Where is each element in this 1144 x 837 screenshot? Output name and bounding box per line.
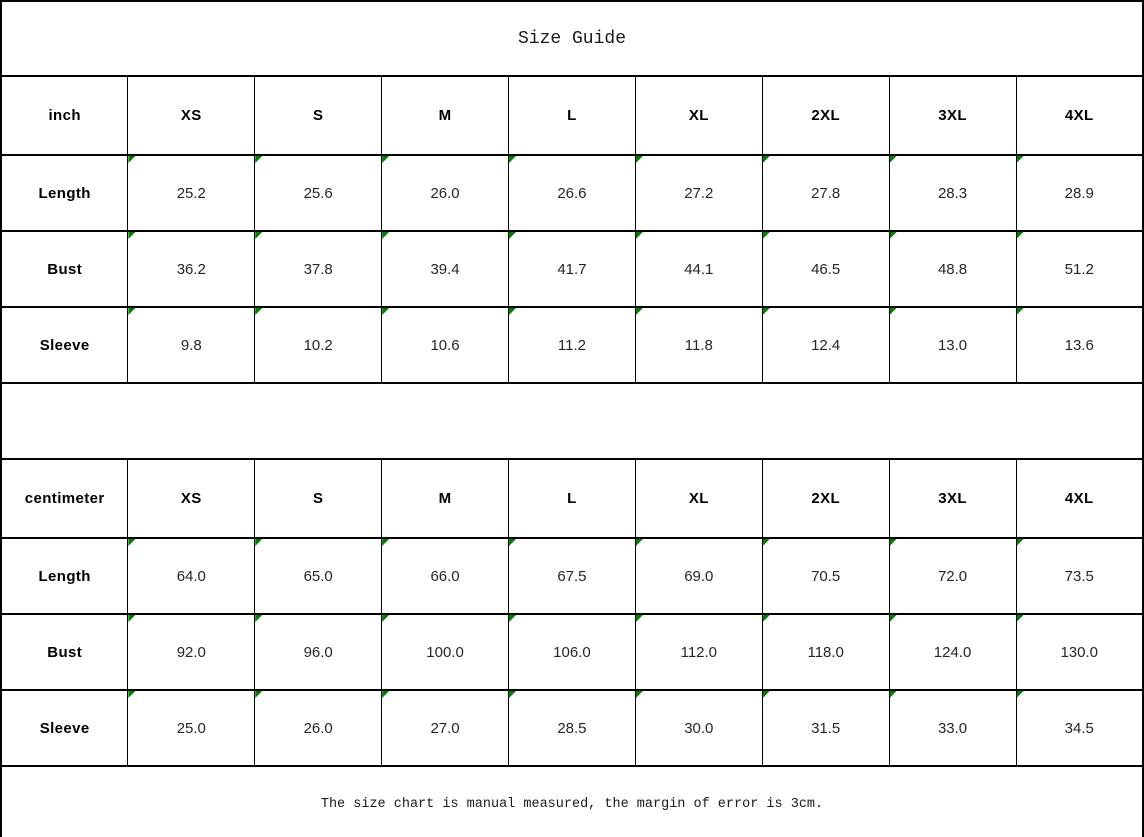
size-value-cell (128, 538, 255, 614)
cell-value: 25.2 (176, 184, 206, 202)
size-value-cell (382, 307, 509, 383)
unit-header-centimeter: centimeter (1, 459, 128, 538)
size-header-s: S (255, 76, 382, 155)
corner-marker-icon (128, 615, 135, 622)
size-value-cell (889, 614, 1016, 690)
corner-marker-icon (382, 691, 389, 698)
cell-value: 28.9 (1064, 184, 1094, 202)
size-value-cell (889, 538, 1016, 614)
corner-marker-icon (509, 691, 516, 698)
corner-marker-icon (636, 539, 643, 546)
cell-value: 96.0 (303, 643, 333, 661)
row-label-length: Length (1, 155, 128, 231)
corner-marker-icon (1017, 615, 1024, 622)
size-value-cell (509, 690, 636, 766)
corner-marker-icon (382, 539, 389, 546)
cell-value: 46.5 (811, 260, 841, 278)
corner-marker-icon (382, 308, 389, 315)
size-value-cell (635, 690, 762, 766)
corner-marker-icon (255, 539, 262, 546)
cell-value: 25.0 (176, 719, 206, 737)
cell-value: 11.8 (684, 336, 713, 354)
size-value-cell (509, 155, 636, 231)
cell-value: 11.2 (557, 336, 586, 354)
cell-value: 66.0 (430, 567, 460, 585)
corner-marker-icon (890, 539, 897, 546)
corner-marker-icon (636, 615, 643, 622)
cell-value: 34.5 (1064, 719, 1094, 737)
size-value-cell (889, 690, 1016, 766)
inch-length-row (1, 155, 1143, 231)
cell-value: 100.0 (426, 643, 464, 661)
corner-marker-icon (509, 156, 516, 163)
corner-marker-icon (763, 539, 770, 546)
cell-value: 112.0 (680, 643, 718, 661)
cell-value: 37.8 (303, 260, 333, 278)
footer-note: The size chart is manual measured, the margin of error is 3cm. (1, 766, 1143, 837)
corner-marker-icon (509, 232, 516, 239)
row-label-bust: Bust (1, 614, 128, 690)
size-value-cell (128, 231, 255, 307)
corner-marker-icon (1017, 156, 1024, 163)
corner-marker-icon (255, 156, 262, 163)
size-value-cell (762, 231, 889, 307)
corner-marker-icon (255, 308, 262, 315)
corner-marker-icon (890, 615, 897, 622)
cell-value: 130.0 (1060, 643, 1099, 661)
spacer-cell (1, 383, 1143, 459)
page-title: Size Guide (1, 1, 1143, 76)
size-value-cell (509, 538, 636, 614)
cell-value: 106.0 (553, 643, 591, 661)
size-header-3xl: 3XL (889, 76, 1016, 155)
corner-marker-icon (128, 691, 135, 698)
cell-value: 27.8 (811, 184, 841, 202)
size-value-cell (889, 231, 1016, 307)
corner-marker-icon (128, 308, 135, 315)
size-value-cell (255, 690, 382, 766)
cell-value: 64.0 (176, 567, 206, 585)
size-value-cell (128, 307, 255, 383)
cell-value: 33.0 (937, 719, 968, 737)
cell-value: 9.8 (180, 336, 202, 354)
cell-value: 13.6 (1064, 336, 1094, 354)
cell-value: 69.0 (684, 567, 714, 585)
cell-value: 31.5 (811, 719, 841, 737)
size-value-cell (635, 307, 762, 383)
cell-value: 12.4 (811, 336, 841, 354)
corner-marker-icon (509, 308, 516, 315)
size-value-cell (1016, 307, 1143, 383)
centimeter-sleeve-row (1, 690, 1143, 766)
cell-value: 48.8 (937, 260, 968, 278)
corner-marker-icon (382, 615, 389, 622)
size-header-xs: XS (128, 459, 255, 538)
corner-marker-icon (763, 691, 770, 698)
size-value-cell (762, 614, 889, 690)
cell-value: 26.0 (430, 184, 460, 202)
cell-value: 44.1 (684, 260, 714, 278)
size-value-cell (635, 538, 762, 614)
cell-value: 10.6 (430, 336, 460, 354)
size-value-cell (255, 155, 382, 231)
size-header-s: S (255, 459, 382, 538)
size-value-cell (509, 614, 636, 690)
centimeter-length-row (1, 538, 1143, 614)
corner-marker-icon (763, 615, 770, 622)
size-value-cell (762, 307, 889, 383)
corner-marker-icon (1017, 308, 1024, 315)
inch-header-row (1, 76, 1143, 155)
cell-value: 28.5 (557, 719, 587, 737)
corner-marker-icon (636, 691, 643, 698)
cell-value: 27.2 (684, 184, 714, 202)
size-value-cell (382, 614, 509, 690)
size-header-xl: XL (635, 76, 762, 155)
corner-marker-icon (382, 156, 389, 163)
cell-value: 70.5 (811, 567, 841, 585)
unit-header-inch: inch (1, 76, 128, 155)
spacer-row (1, 383, 1143, 459)
cell-value: 36.2 (176, 260, 206, 278)
size-header-3xl: 3XL (889, 459, 1016, 538)
row-label-length: Length (1, 538, 128, 614)
corner-marker-icon (636, 308, 643, 315)
size-value-cell (635, 231, 762, 307)
size-value-cell (762, 155, 889, 231)
size-value-cell (382, 690, 509, 766)
cell-value: 67.5 (557, 567, 587, 585)
size-value-cell (382, 231, 509, 307)
size-header-4xl: 4XL (1016, 76, 1143, 155)
size-value-cell (635, 614, 762, 690)
row-label-sleeve: Sleeve (1, 307, 128, 383)
size-value-cell (382, 538, 509, 614)
cell-value: 26.6 (557, 184, 587, 202)
corner-marker-icon (509, 615, 516, 622)
size-header-4xl: 4XL (1016, 459, 1143, 538)
cell-value: 92.0 (176, 643, 206, 661)
size-header-xs: XS (128, 76, 255, 155)
cell-value: 13.0 (937, 336, 968, 354)
corner-marker-icon (636, 232, 643, 239)
size-header-m: M (382, 459, 509, 538)
cell-value: 25.6 (303, 184, 333, 202)
size-value-cell (255, 614, 382, 690)
centimeter-bust-row (1, 614, 1143, 690)
size-header-2xl: 2XL (762, 76, 889, 155)
size-value-cell (889, 307, 1016, 383)
corner-marker-icon (890, 691, 897, 698)
cell-value: 65.0 (303, 567, 333, 585)
row-label-sleeve: Sleeve (1, 690, 128, 766)
size-header-l: L (509, 76, 636, 155)
size-value-cell (762, 538, 889, 614)
corner-marker-icon (509, 539, 516, 546)
corner-marker-icon (255, 691, 262, 698)
corner-marker-icon (1017, 691, 1024, 698)
size-value-cell (128, 690, 255, 766)
corner-marker-icon (890, 232, 897, 239)
size-value-cell (255, 231, 382, 307)
corner-marker-icon (763, 232, 770, 239)
centimeter-header-row (1, 459, 1143, 538)
corner-marker-icon (128, 156, 135, 163)
size-header-m: M (382, 76, 509, 155)
size-value-cell (889, 155, 1016, 231)
corner-marker-icon (128, 232, 135, 239)
corner-marker-icon (382, 232, 389, 239)
size-value-cell (509, 307, 636, 383)
size-value-cell (128, 155, 255, 231)
cell-value: 10.2 (303, 336, 333, 354)
corner-marker-icon (890, 156, 897, 163)
corner-marker-icon (255, 615, 262, 622)
title-row (1, 1, 1143, 76)
size-value-cell (255, 538, 382, 614)
corner-marker-icon (255, 232, 262, 239)
cell-value: 73.5 (1064, 567, 1094, 585)
cell-value: 118.0 (807, 643, 844, 661)
cell-value: 124.0 (933, 643, 972, 661)
corner-marker-icon (763, 156, 770, 163)
row-label-bust: Bust (1, 231, 128, 307)
corner-marker-icon (763, 308, 770, 315)
corner-marker-icon (1017, 232, 1024, 239)
size-value-cell (762, 690, 889, 766)
size-header-2xl: 2XL (762, 459, 889, 538)
size-value-cell (255, 307, 382, 383)
inch-sleeve-row (1, 307, 1143, 383)
inch-bust-row (1, 231, 1143, 307)
corner-marker-icon (128, 539, 135, 546)
size-value-cell (128, 614, 255, 690)
size-header-l: L (509, 459, 636, 538)
footer-row (1, 766, 1143, 837)
cell-value: 27.0 (430, 719, 460, 737)
size-value-cell (1016, 231, 1143, 307)
cell-value: 72.0 (937, 567, 968, 585)
size-header-xl: XL (635, 459, 762, 538)
size-value-cell (1016, 155, 1143, 231)
cell-value: 28.3 (937, 184, 968, 202)
cell-value: 30.0 (684, 719, 714, 737)
size-value-cell (382, 155, 509, 231)
cell-value: 39.4 (430, 260, 460, 278)
size-value-cell (509, 231, 636, 307)
size-value-cell (1016, 538, 1143, 614)
size-value-cell (1016, 690, 1143, 766)
size-value-cell (1016, 614, 1143, 690)
corner-marker-icon (636, 156, 643, 163)
size-value-cell (635, 155, 762, 231)
cell-value: 26.0 (303, 719, 333, 737)
corner-marker-icon (1017, 539, 1024, 546)
cell-value: 51.2 (1064, 260, 1094, 278)
cell-value: 41.7 (557, 260, 587, 278)
corner-marker-icon (890, 308, 897, 315)
